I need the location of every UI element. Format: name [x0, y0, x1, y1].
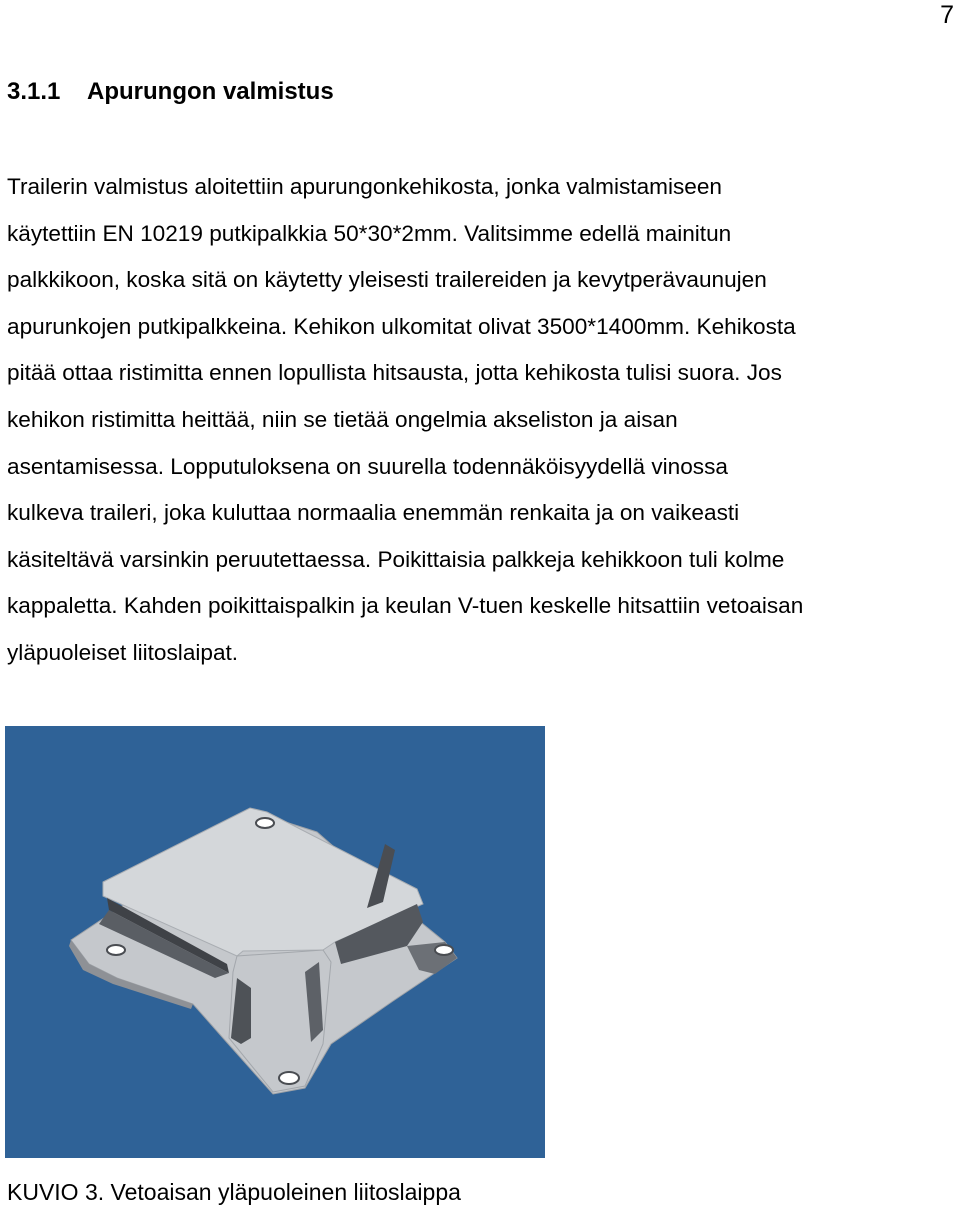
paragraph-line: käytettiin EN 10219 putkipalkkia 50*30*2mm. Valitsimme edellä mainitun [7, 220, 732, 246]
section-title: Apurungon valmistus [87, 78, 334, 105]
paragraph-line: Trailerin valmistus aloitettiin apurungonkehikosta, jonka valmistamiseen [7, 174, 722, 199]
bolt-hole-icon [256, 818, 274, 828]
paragraph-line: pitää ottaa ristimitta ennen lopullista hitsausta, jotta kehikosta tulisi suora. Jos [7, 360, 782, 386]
paragraph-line: kappaletta. Kahden poikittaispalkin ja keulan V-tuen keskelle hitsattiin vetoaisan [7, 593, 804, 619]
bolt-hole-icon [435, 945, 453, 955]
body-paragraph [7, 164, 957, 677]
paragraph-line: kehikon ristimitta heittää, niin se tietää ongelmia akseliston ja aisan [7, 406, 678, 432]
paragraph-line: apurunkojen putkipalkkeina. Kehikon ulkomitat olivat 3500*1400mm. Kehikosta [7, 313, 796, 339]
section-heading [7, 76, 334, 108]
figure-caption: KUVIO 3. Vetoaisan yläpuoleinen liitoslaippa [7, 1179, 461, 1205]
paragraph-line: asentamisessa. Lopputuloksena on suurella todennäköisyydellä vinossa [7, 453, 728, 479]
figure-image [5, 726, 545, 1158]
paragraph-line: palkkikoon, koska sitä on käytetty yleisesti trailereiden ja kevytperävaunujen [7, 267, 767, 293]
paragraph-line: käsiteltävä varsinkin peruutettaessa. Poikittaisia palkkeja kehikkoon tuli kolme [7, 546, 785, 572]
bolt-hole-icon [279, 1072, 299, 1084]
paragraph-line: kulkeva traileri, joka kuluttaa normaalia enemmän renkaita ja on vaikeasti [7, 500, 740, 526]
page-number: 7 [940, 1, 954, 29]
connection-plate-illustration [5, 726, 545, 1158]
bolt-hole-icon [107, 945, 125, 955]
section-number: 3.1.1 [7, 78, 61, 105]
paragraph-line: yläpuoleiset liitoslaipat. [7, 639, 239, 665]
